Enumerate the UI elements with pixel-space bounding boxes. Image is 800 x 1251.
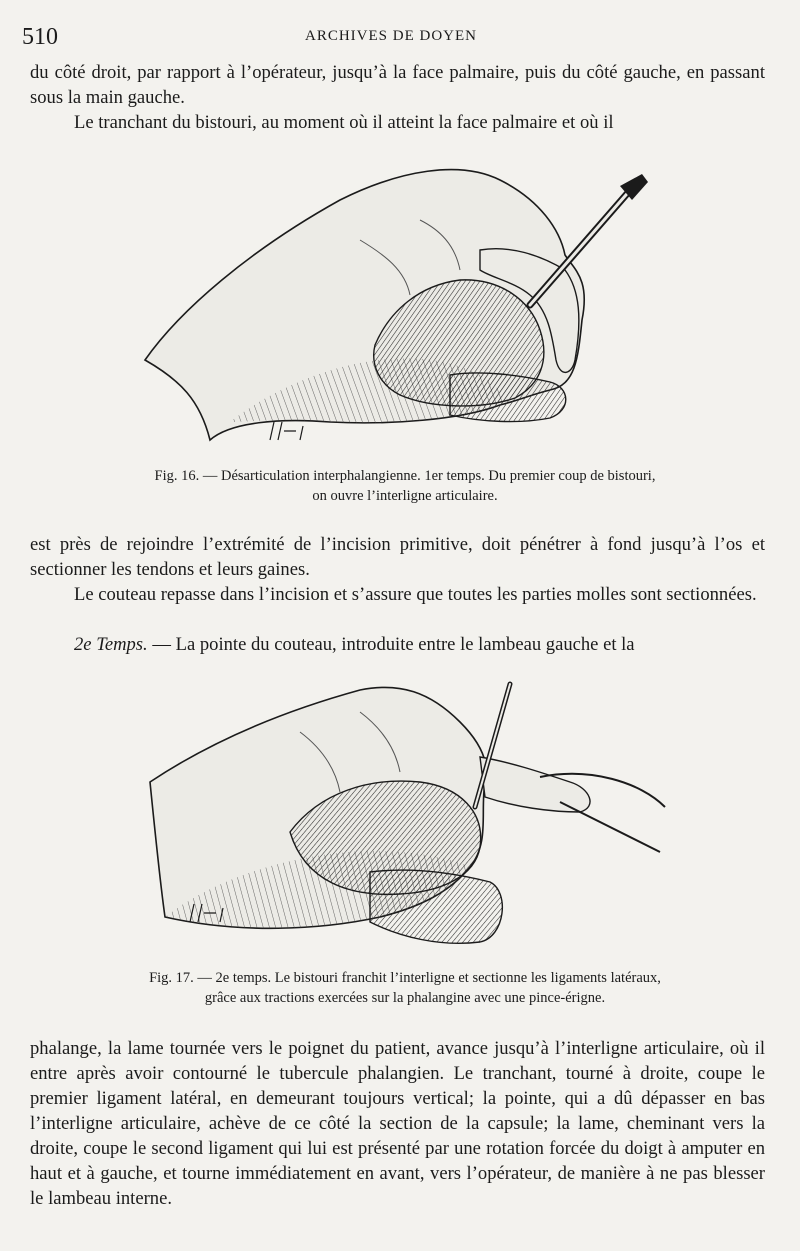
- paragraph-3: est près de rejoindre l’extrémité de l’incision primitive, doit pénétrer à fond jusqu’à l’os et sectionner les tendons et leurs gaines.: [30, 534, 765, 580]
- figure-17-caption: [60, 968, 750, 1008]
- paragraph-5-text: — La pointe du couteau, introduite entre le lambeau gauche et la: [147, 634, 635, 655]
- paragraph-1: du côté droit, par rapport à l’opérateur, jusqu’à la face palmaire, puis du côté gauche, en passant sous la main gauche.: [30, 62, 765, 108]
- figure-17-illustration: [120, 672, 680, 962]
- figure-16-caption: [60, 466, 750, 506]
- paragraph-4: Le couteau repasse dans l’incision et s’assure que toutes les parties molles sont sectionnées.: [74, 584, 757, 605]
- figure-16-illustration: [120, 160, 680, 460]
- figure-16-caption-line-1: Fig. 16. — Désarticulation interphalangienne. 1er temps. Du premier coup de bistouri,: [154, 468, 656, 484]
- temps-label: 2e Temps.: [74, 634, 148, 655]
- hand-holding-bistouri-drawing: [120, 160, 680, 460]
- figure-16-caption-line-2: on ouvre l’interligne articulaire.: [312, 488, 498, 504]
- paragraph-2: Le tranchant du bistouri, au moment où il atteint la face palmaire et où il: [74, 112, 614, 133]
- figure-17-caption-line-1: Fig. 17. — 2e temps. Le bistouri franchit l’interligne et sectionne les ligaments latéraux,: [149, 970, 661, 986]
- page-number: 510: [22, 24, 58, 50]
- page-header: [22, 24, 760, 54]
- figure-17-caption-line-2: grâce aux tractions exercées sur la phalangine avec une pince-érigne.: [204, 990, 606, 1006]
- hand-and-finger-disarticulation-drawing: [120, 672, 680, 962]
- running-head: ARCHIVES DE DOYEN: [305, 28, 477, 44]
- paragraph-6: phalange, la lame tournée vers le poignet du patient, avance jusqu’à l’interligne articulaire, où il entre après avoir contourné le tubercule phalangien. Le tranchant, tourné à droite, coupe le premier ligament latéral, en demeurant toujours vertical; la pointe, qui a dû dépasser en bas l’interligne articulaire, achève de ce côté la section de la capsule; la lame, cheminant vers la droite, coupe le second ligament qui lui est présenté par une rotation forcée du doigt à amputer en haut et à gauche, et tourne immédiatement en avant, vers l’opérateur, de manière à ne pas blesser le lambeau interne.: [30, 1038, 765, 1209]
- paragraph-5: [30, 632, 765, 657]
